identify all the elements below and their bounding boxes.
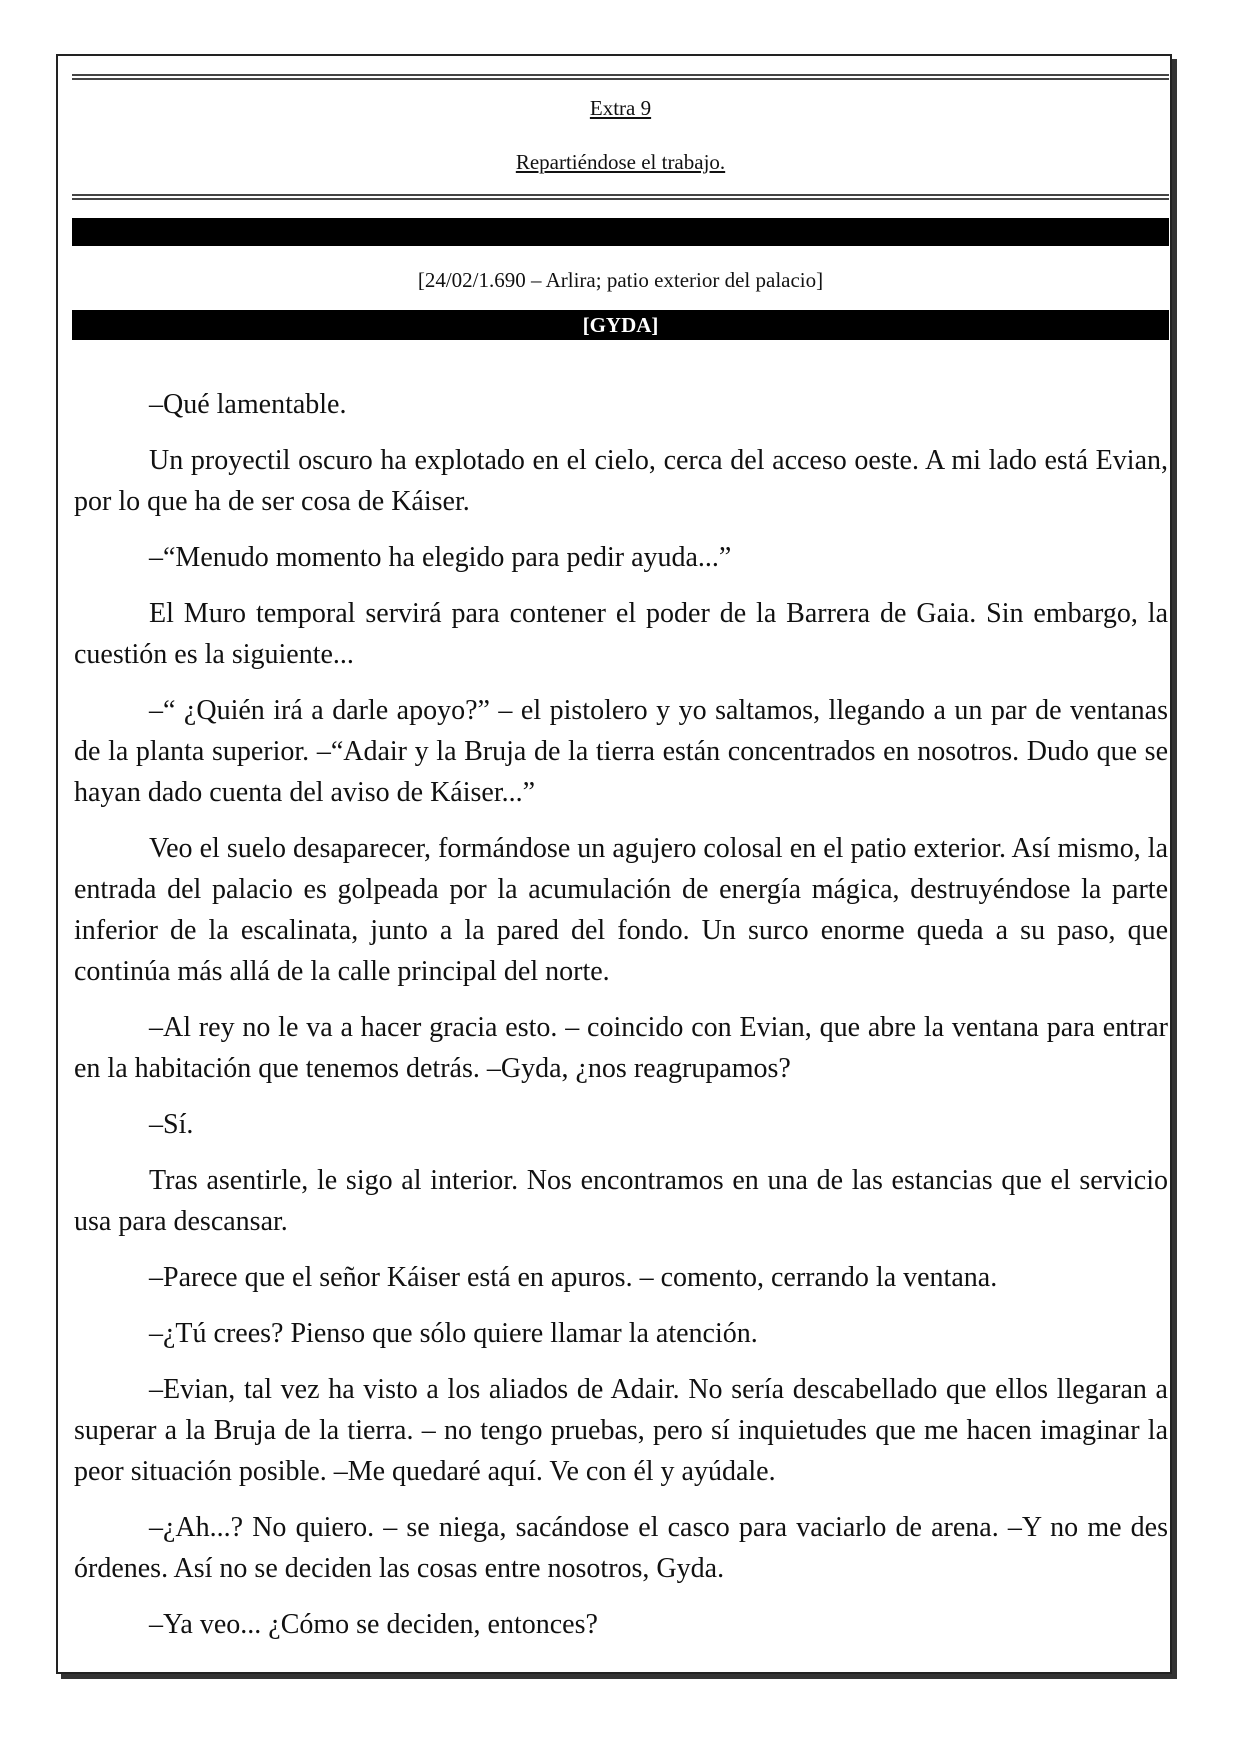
- pov-banner: [GYDA]: [72, 310, 1169, 340]
- paragraph: –Sí.: [149, 1109, 194, 1140]
- paragraph: Tras asentirle, le sigo al interior. Nos encontramos en una de las estancias que el servicio usa para descansar.: [74, 1165, 1168, 1237]
- paragraph: –¿Ah...? No quiero. – se niega, sacándose el casco para vaciarlo de arena. –Y no me des órdenes. Así no se deciden las cosas entre nosotros, Gyda.: [74, 1512, 1168, 1584]
- paragraph: –“ ¿Quién irá a darle apoyo?” – el pistolero y yo saltamos, llegando a un par de ventanas de la planta superior. –“Adair y la Bruja de la tierra están concentrados en nosotros. Dudo que se hayan dado cuenta del aviso de Káiser...”: [74, 695, 1168, 808]
- paragraph: –Ya veo... ¿Cómo se deciden, entonces?: [149, 1609, 598, 1640]
- story-text: [74, 384, 1168, 1660]
- paragraph: –Al rey no le va a hacer gracia esto. – coincido con Evian, que abre la ventana para entrar en la habitación que tenemos detrás. –Gyda, ¿nos reagrupamos?: [74, 1012, 1168, 1084]
- separator-bar: [72, 218, 1169, 246]
- paragraph: –“Menudo momento ha elegido para pedir ayuda...”: [149, 542, 732, 573]
- paragraph: –Parece que el señor Káiser está en apuros. – comento, cerrando la ventana.: [149, 1262, 998, 1293]
- scene-location: [24/02/1.690 – Arlira; patio exterior del palacio]: [417, 268, 824, 292]
- paragraph: –¿Tú crees? Pienso que sólo quiere llamar la atención.: [149, 1318, 758, 1349]
- paragraph: –Evian, tal vez ha visto a los aliados de Adair. No sería descabellado que ellos llegaran a superar a la Bruja de la tierra. – no tengo pruebas, pero sí inquietudes que me hacen imaginar la peor situación posible. –Me quedaré aquí. Ve con él y ayúdale.: [74, 1374, 1168, 1487]
- chapter-number: Extra 9: [589, 96, 652, 120]
- paragraph: –Qué lamentable.: [149, 389, 347, 420]
- page-header: [72, 74, 1169, 340]
- header-bottom-rule: [72, 194, 1169, 200]
- paragraph: Veo el suelo desaparecer, formándose un agujero colosal en el patio exterior. Así mismo, la entrada del palacio es golpeada por la acumulación de energía mágica, destruyéndose la parte inferior de la escalinata, junto a la pared del fondo. Un surco enorme queda a su paso, que continúa más allá de la calle principal del norte.: [74, 833, 1168, 987]
- paragraph: Un proyectil oscuro ha explotado en el cielo, cerca del acceso oeste. A mi lado está Evian, por lo que ha de ser cosa de Káiser.: [74, 445, 1168, 517]
- chapter-title: Repartiéndose el trabajo.: [515, 150, 726, 174]
- header-top-rule: [72, 74, 1169, 80]
- paragraph: El Muro temporal servirá para contener el poder de la Barrera de Gaia. Sin embargo, la cuestión es la siguiente...: [74, 598, 1168, 670]
